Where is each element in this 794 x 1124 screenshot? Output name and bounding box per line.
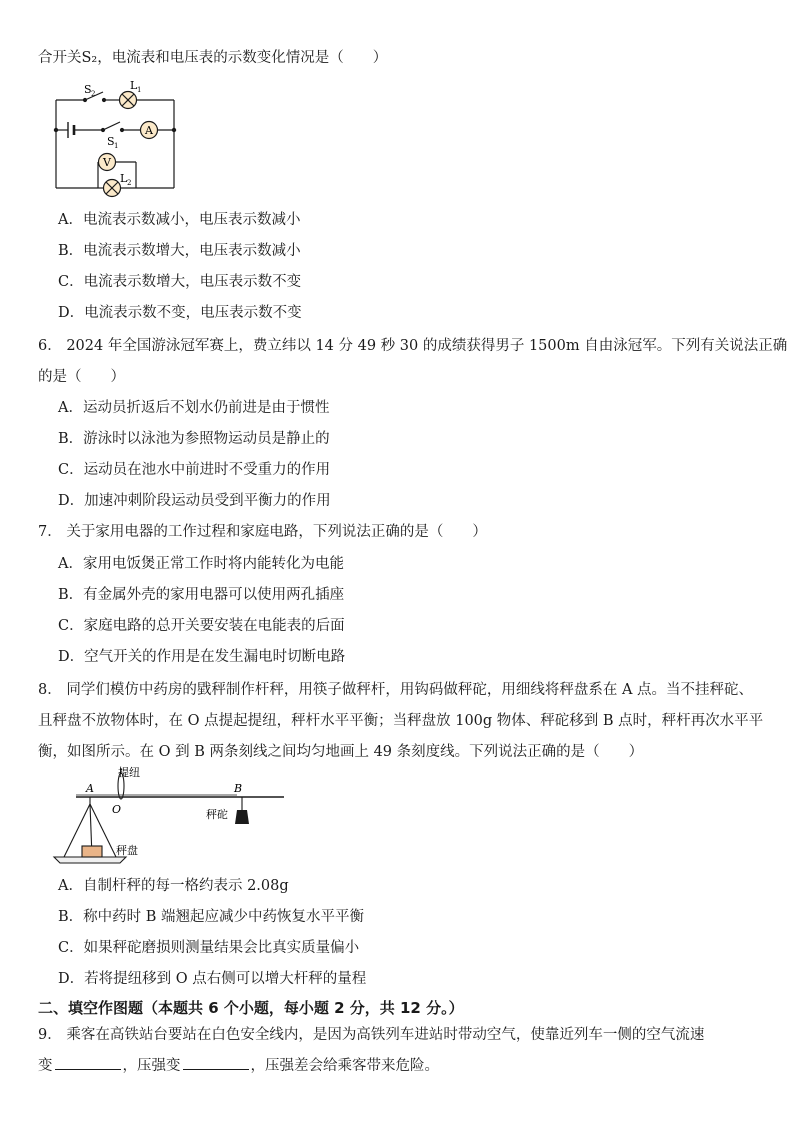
l1-label: L [130,79,138,92]
l2-label: L [120,172,128,185]
svg-text:1: 1 [137,86,142,94]
q6-option-c: C．运动员在池水中前进时不受重力的作用 [58,462,331,478]
q9-blank-2[interactable] [183,1055,249,1070]
q5-stem: 合开关S₂，电流表和电压表的示数变化情况是（ ） [38,50,388,66]
svg-text:1: 1 [114,142,119,150]
steelyard-diagram [52,766,292,872]
weight-label: 秤砣 [206,808,228,821]
point-a-label: A [86,782,94,795]
q6-option-a: A．运动员折返后不划水仍前进是由于惯性 [58,400,330,416]
q9-blank-1[interactable] [55,1055,121,1070]
q8-stem-line2: 且秤盘不放物体时，在 O 点提起提纽，秤杆水平平衡；当秤盘放 100g 物体、秤砣移到 B 点时，秤杆再次水平平 [38,713,764,729]
s1-label: S [107,135,115,148]
ammeter-label: A [145,124,153,137]
q8-option-d: D．若将提纽移到 O 点右侧可以增大杆秤的量程 [58,971,367,987]
q6-stem-line1: 6． 2024 年全国游泳冠军赛上，费立纬以 14 分 49 秒 30 的成绩获得男子 1500m 自由泳冠军。下列有关说法正确 [38,338,788,354]
svg-text:2: 2 [91,90,96,98]
q7-option-a: A．家用电饭煲正常工作时将内能转化为电能 [58,556,344,572]
q5-option-a: A．电流表示数减小，电压表示数减小 [58,212,301,228]
q8-stem-line3: 衡，如图所示。在 O 到 B 两条刻线之间均匀地画上 49 条刻度线。下列说法正确的是（ ） [38,744,644,760]
q9-stem-line2: 变 ，压强变 ，压强差会给乘客带来危险。 [38,1055,439,1076]
svg-text:2: 2 [127,179,132,187]
q8-option-c: C．如果秤砣磨损则测量结果会比真实质量偏小 [58,940,360,956]
q5-option-c: C．电流表示数增大，电压表示数不变 [58,274,302,290]
point-o-label: O [112,803,122,816]
q8-option-a: A．自制杆秤的每一格约表示 2.08g [58,878,289,894]
q7-option-d: D．空气开关的作用是在发生漏电时切断电路 [58,649,346,665]
s2-label: S [84,83,92,96]
q6-option-d: D．加速冲刺阶段运动员受到平衡力的作用 [58,493,331,509]
q8-stem-line1: 8． 同学们模仿中药房的戥秤制作杆秤，用筷子做秤杆，用钩码做秤砣，用细线将秤盘系在 A 点。当不挂秤砣、 [38,682,754,698]
knob-label: 提纽 [118,766,140,779]
q9-stem-line1: 9． 乘客在高铁站台要站在白色安全线内，是因为高铁列车进站时带动空气，使靠近列车一侧的空气流速 [38,1027,705,1043]
point-b-label: B [234,782,243,795]
q7-option-c: C．家庭电路的总开关要安装在电能表的后面 [58,618,345,634]
q7-stem: 7． 关于家用电器的工作过程和家庭电路，下列说法正确的是（ ） [38,524,487,540]
pan-label: 秤盘 [116,844,138,857]
q5-option-d: D．电流表示数不变，电压表示数不变 [58,305,302,321]
circuit-diagram [40,78,190,198]
q5-option-b: B．电流表示数增大，电压表示数减小 [58,243,301,259]
q8-option-b: B．称中药时 B 端翘起应减少中药恢复水平平衡 [58,909,365,925]
q7-option-b: B．有金属外壳的家用电器可以使用两孔插座 [58,587,345,603]
q6-stem-line2: 的是（ ） [38,369,125,385]
section-title: 二、填空作图题（本题共 6 个小题，每小题 2 分，共 12 分。） [38,999,464,1017]
q6-option-b: B．游泳时以泳池为参照物运动员是静止的 [58,431,330,447]
voltmeter-label: V [103,156,111,169]
